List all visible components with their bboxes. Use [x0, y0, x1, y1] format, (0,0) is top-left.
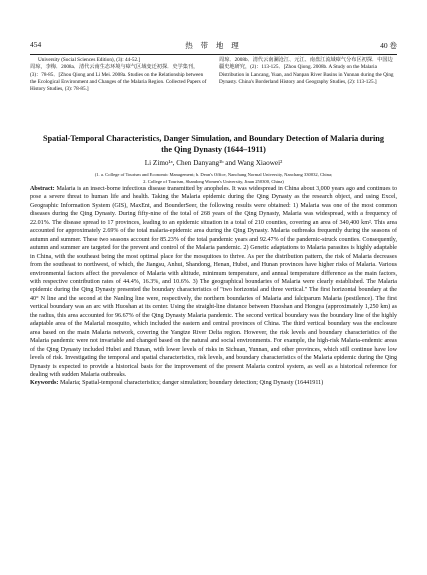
reference-item: 周琼．2008b．清代云南澜沧江、元江、南盘江流域瘴气分布区初探．中国边疆史地研究，(2)：113-125．[Zhou Qiong. 2008b. A Study on the Malaria Distribution in Lancang, Yuan, and Nanpan River Basins in Yunnan during the Qing Dynasty. China's Borderland History and Geography Studies, (2): 113-125.]	[219, 57, 394, 85]
affiliation-line: (1. a. College of Tourism and Economic Management; b. Dean's Office, Nanchang Normal University, Nanchang 330032, China;	[94, 172, 333, 177]
abstract-label: Abstract:	[30, 186, 55, 192]
article-title: Spatial-Temporal Characteristics, Danger Simulation, and Boundary Detection of Malaria during the Qing Dynasty (1644–1911)	[43, 134, 384, 154]
keywords-paragraph	[30, 379, 397, 387]
abstract-section	[30, 185, 397, 388]
reference-column-right	[219, 57, 397, 86]
header-rule	[30, 54, 397, 55]
running-header	[30, 40, 397, 52]
journal-name: 热 带 地 理	[185, 41, 242, 50]
abstract-paragraph	[30, 185, 397, 379]
keywords-label: Keywords:	[30, 380, 59, 387]
page-number: 454	[30, 40, 42, 49]
affiliations	[30, 171, 397, 185]
affiliation-line: 2. College of Tourism, Shandong Women's University, Jinan 250300, China)	[143, 179, 284, 184]
keywords-text: Malaria; Spatial-temporal characteristics; danger simulation; boundary detection; Qing Dynasty (16441911)	[59, 380, 324, 387]
author-list: Li Zimo¹ᵃ, Chen Danyang¹ᵇ and Wang Xiaowei²	[144, 159, 283, 167]
reference-item: University (Social Sciences Edition), (3): 44-52.]	[38, 57, 141, 63]
abstract-text: Malaria is an insect-borne infectious disease transmitted by anopheles. It was widespread in China about 3,000 years ago and continues to pose a severe threat to human life and health. Taking the Malaria epidemic during the Qing Dynasty as the research object, and using Excel, Geographic Information System (GIS), MaxEnt, and BounderSeer, the following results were obtained: 1) Malaria was one of the most common diseases during the Qing Dynasty. During fifty-nine of the total of 268 years of the Qing Dynasty, Malaria was widespread, with a frequency of 22.01%. The disease spread to 17 provinces, leading to an epidemic situation in a total of 210 counties, covering an area of 340,400 km². This area accounted for approximately 2.69% of the total malaria-epidemic area during the Qing Dynasty. Malaria outbreaks frequently during the seasons of autumn and summer. These two seasons account for 85.23% of the total pandemic years and 92.47% of the pandemic-struck counties. Consequently, autumn and summer are targeted for the prevent and control of the Malaria pandemic. 2) Genetic adaptations to Malaria parasites is highly adaptable in China, with the southeast being the most optimal place for the mosquitoes to thrive. As per the distribution pattern, the risk of Malaria decreases from the southeast to northwest, of which, the Jiangsu, Anhui, Shandong, Henan, Hubei, and Hunan provinces have higher risks of Malaria. Various environmental factors affect the prevalence of Malaria with altitude, minimum temperature, and annual temperature difference as the main factors, with respective contribution rates of 44.4%, 16.3%, and 10.6%. 3) The geographical boundaries of Malaria were clearly established. The Malaria epidemic during the Qing Dynasty presented the boundary characteristics of "two horizontal and three vertical." The first horizontal boundary at the 40° N line and the second at the Nanling line were, respectively, the northern boundaries of Malaria and falciparum Malaria (pestilence). The first vertical boundary was an arc with Huoshan at its center. Using the straight-line distance between Huoshan and Hongya (approximately 1,250 km) as the radius, this area accounted for 96.67% of the Qing Dynasty Malaria pandemic. The second vertical boundary was the boundary line of the highly adaptable area of the Malarial mosquito, which included the eastern and central provinces of China. The third vertical boundary was the enclosure area based on the main Malaria network, covering the Yangtze River Delta region. However, the risk levels and boundary characteristics of the Malaria pandemic were not invariable and changed based on the natural and social environments. For example, the high-risk Malaria-endemic areas of the Qing Dynasty included Hubei and Hunan, with lower levels of risks in Sichuan, Yunnan, and other provinces, which still continue have low levels of risk. Investigating the temporal and spatial characteristics, risk levels, and boundary characteristics of the Malaria epidemic during the Qing Dynasty is expected to provide a historical basis for the improvement of the present Malaria control system, as well as a historical reference for dealing with sudden Malaria outbreaks.	[30, 186, 397, 378]
reference-item: 周琼，李梅．2008a．清代云南生态环境与瘴气区域变迁初探．史学集刊，(3)：78-85．[Zhou Qiong and Li Mei. 2008a. Studies on the Relationship between the Ecological Environment and Changes of the Malaria Region. Collected Papers of History Studies, (3): 78-85.]	[30, 64, 207, 93]
volume-label: 40 卷	[380, 41, 397, 50]
reference-list	[30, 57, 397, 129]
reference-column-left	[30, 57, 208, 93]
